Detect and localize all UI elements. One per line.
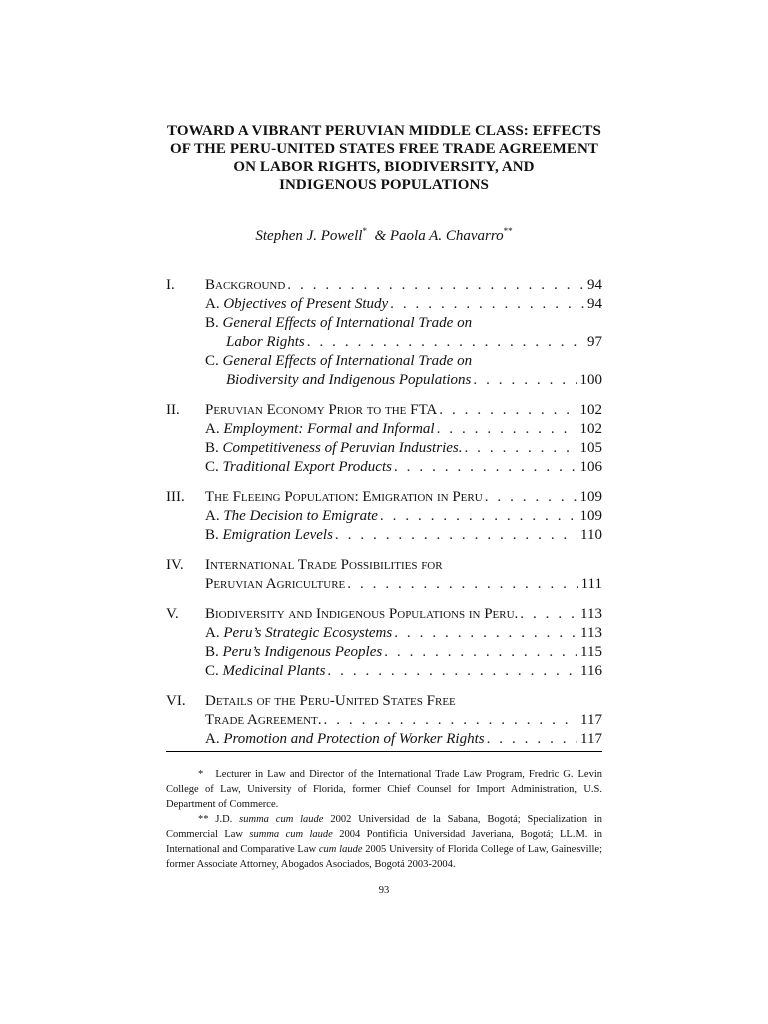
toc-page: 109	[579, 489, 602, 505]
toc-page: 94	[587, 296, 602, 312]
toc-leader	[307, 333, 584, 352]
footnote-ref-1: *	[362, 226, 367, 236]
toc-subheading: General Effects of International Trade on	[222, 353, 473, 369]
toc-letter: A.	[205, 296, 220, 312]
toc-leader	[473, 371, 576, 390]
title-line: TOWARD A VIBRANT PERUVIAN MIDDLE CLASS: EFFECTS	[167, 123, 601, 139]
toc-letter: C.	[205, 459, 219, 475]
toc-heading: Peruvian Agriculture	[205, 576, 346, 592]
toc-section-6	[0, 692, 768, 749]
section-numeral: VI.	[166, 693, 186, 709]
toc-letter: A.	[205, 508, 220, 524]
author-powell: Stephen J. Powell	[255, 228, 363, 244]
footnote-2	[166, 812, 602, 872]
toc-letter: B.	[205, 644, 219, 660]
toc-leader	[439, 401, 576, 420]
toc-entry	[205, 605, 602, 624]
toc-leader	[390, 295, 584, 314]
toc-letter: A.	[205, 731, 220, 747]
toc-leader	[384, 643, 577, 662]
toc-entry	[226, 333, 602, 352]
title-line: OF THE PERU-UNITED STATES FREE TRADE AGREEMENT	[169, 141, 598, 157]
footnote-text: J.D.	[215, 814, 233, 825]
toc-leader	[347, 575, 577, 594]
toc-leader	[520, 605, 577, 624]
toc-heading: Details of the Peru-United States Free	[205, 693, 456, 709]
toc-section-3	[0, 488, 768, 545]
toc-subheading: Promotion and Protection of Worker Rights	[223, 731, 485, 747]
toc-entry	[205, 692, 602, 711]
footnote-honor: summa cum laude	[239, 814, 324, 825]
footnote-divider	[166, 751, 602, 752]
section-numeral: III.	[166, 489, 185, 505]
toc-leader	[287, 276, 584, 295]
toc-entry	[205, 420, 602, 439]
section-numeral: V.	[166, 606, 179, 622]
toc-letter: B.	[205, 440, 219, 456]
toc-page: 102	[579, 421, 602, 437]
toc-leader	[487, 730, 577, 749]
toc-heading-acronym: FTA	[410, 402, 438, 418]
toc-subheading: Biodiversity and Indigenous Populations	[226, 372, 472, 388]
toc-entry	[205, 556, 602, 575]
footnote-mark: **	[198, 814, 209, 825]
toc-heading: International Trade Possibilities for	[205, 557, 443, 573]
toc-subheading: Peru’s Strategic Ecosystems	[223, 625, 393, 641]
toc-heading: Peruvian Economy Prior to the	[205, 402, 407, 418]
toc-entry	[205, 526, 602, 545]
toc-entry	[205, 352, 602, 371]
toc-subheading: Traditional Export Products	[222, 459, 392, 475]
page-number: 93	[378, 885, 390, 896]
toc-entry	[205, 643, 602, 662]
toc-entry	[205, 662, 602, 681]
toc-section-4	[0, 556, 768, 594]
toc-heading: Biodiversity and Indigenous Populations in Peru.	[205, 606, 519, 622]
toc-subheading: Employment: Formal and Informal	[223, 421, 435, 437]
article-title	[140, 122, 628, 194]
toc-section-2	[0, 401, 768, 477]
title-line: INDIGENOUS POPULATIONS	[279, 177, 489, 193]
toc-page: 115	[580, 644, 602, 660]
toc-subheading: Medicinal Plants	[222, 663, 326, 679]
title-line: ON LABOR RIGHTS, BIODIVERSITY, AND	[233, 159, 535, 175]
toc-page: 117	[580, 712, 602, 728]
toc-entry	[205, 401, 602, 420]
toc-subheading: Competitiveness of Peruvian Industries.	[222, 440, 463, 456]
toc-subheading: Peru’s Indigenous Peoples	[222, 644, 383, 660]
toc-entry	[226, 371, 602, 390]
toc-entry	[205, 276, 602, 295]
toc-entry	[205, 458, 602, 477]
author-separator: &	[374, 228, 387, 244]
section-numeral: II.	[166, 402, 180, 418]
footnote-1	[166, 767, 602, 812]
toc-subheading: Emigration Levels	[222, 527, 333, 543]
toc-entry	[205, 295, 602, 314]
toc-subheading: The Decision to Emigrate	[223, 508, 378, 524]
toc-leader	[335, 526, 577, 545]
toc-letter: A.	[205, 625, 220, 641]
toc-subheading: Labor Rights	[226, 334, 305, 350]
author-chavarro: Paola A. Chavarro	[389, 228, 504, 244]
footnote-honor: cum laude	[318, 844, 363, 855]
toc-page: 113	[580, 606, 602, 622]
toc-letter: C.	[205, 663, 219, 679]
toc-page: 110	[580, 527, 602, 543]
toc-heading: Trade Agreement.	[205, 712, 322, 728]
toc-heading: The Fleeing Population: Emigration in Peru	[205, 489, 483, 505]
footnote-ref-2: **	[503, 226, 513, 236]
toc-leader	[380, 507, 577, 526]
toc-entry	[205, 575, 602, 594]
footnote-text: 2005 University of Florida College of Law, Gainesville; former Associate Attorney, Abogados Asociados, Bogotá 2003-2004.	[166, 844, 602, 870]
toc-entry	[205, 624, 602, 643]
footnote-mark: *	[198, 769, 204, 780]
toc-section-5	[0, 605, 768, 681]
toc-entry	[205, 711, 602, 730]
toc-entry	[205, 507, 602, 526]
toc-page: 113	[580, 625, 602, 641]
toc-page: 117	[580, 731, 602, 747]
footnote-text: 2004 Pontificia Universidad Javeriana, Bogotá; LL.M. in International and Comparative Law	[166, 829, 603, 855]
toc-entry	[205, 488, 602, 507]
toc-entry	[205, 314, 602, 333]
toc-letter: B.	[205, 527, 219, 543]
section-numeral: I.	[166, 277, 175, 293]
toc-section-1	[0, 276, 768, 390]
section-numeral: IV.	[166, 557, 184, 573]
toc-page: 105	[579, 440, 602, 456]
toc-leader	[394, 458, 577, 477]
toc-leader	[485, 488, 577, 507]
toc-entry	[205, 730, 602, 749]
toc-leader	[437, 420, 577, 439]
toc-page: 109	[579, 508, 602, 524]
footnote-text: 2002 Universidad de la Sabana, Bogotá; Specialization in Commercial Law	[166, 814, 603, 840]
toc-leader	[464, 439, 576, 458]
footnote-honor: summa cum laude	[249, 829, 333, 840]
toc-leader	[394, 624, 577, 643]
toc-leader	[324, 711, 578, 730]
toc-letter: C.	[205, 353, 219, 369]
toc-page: 97	[587, 334, 602, 350]
toc-page: 102	[579, 402, 602, 418]
toc-page: 100	[579, 372, 602, 388]
toc-entry	[205, 439, 602, 458]
toc-heading: Background	[205, 277, 286, 293]
toc-page: 106	[579, 459, 602, 475]
toc-page: 116	[580, 663, 602, 679]
toc-page: 94	[587, 277, 602, 293]
toc-leader	[327, 662, 577, 681]
author-line	[140, 226, 628, 245]
footnote-text: Lecturer in Law and Director of the International Trade Law Program, Fredric G. Levin College of Law, University of Florida, former Chief Counsel for Import Administration, U.S. Department of Commerce.	[166, 769, 603, 810]
toc-page: 111	[580, 576, 602, 592]
toc-letter: B.	[205, 315, 219, 331]
table-of-contents	[0, 276, 768, 760]
toc-letter: A.	[205, 421, 220, 437]
footnotes	[166, 767, 602, 872]
toc-subheading: Objectives of Present Study	[223, 296, 389, 312]
toc-subheading: General Effects of International Trade on	[222, 315, 473, 331]
